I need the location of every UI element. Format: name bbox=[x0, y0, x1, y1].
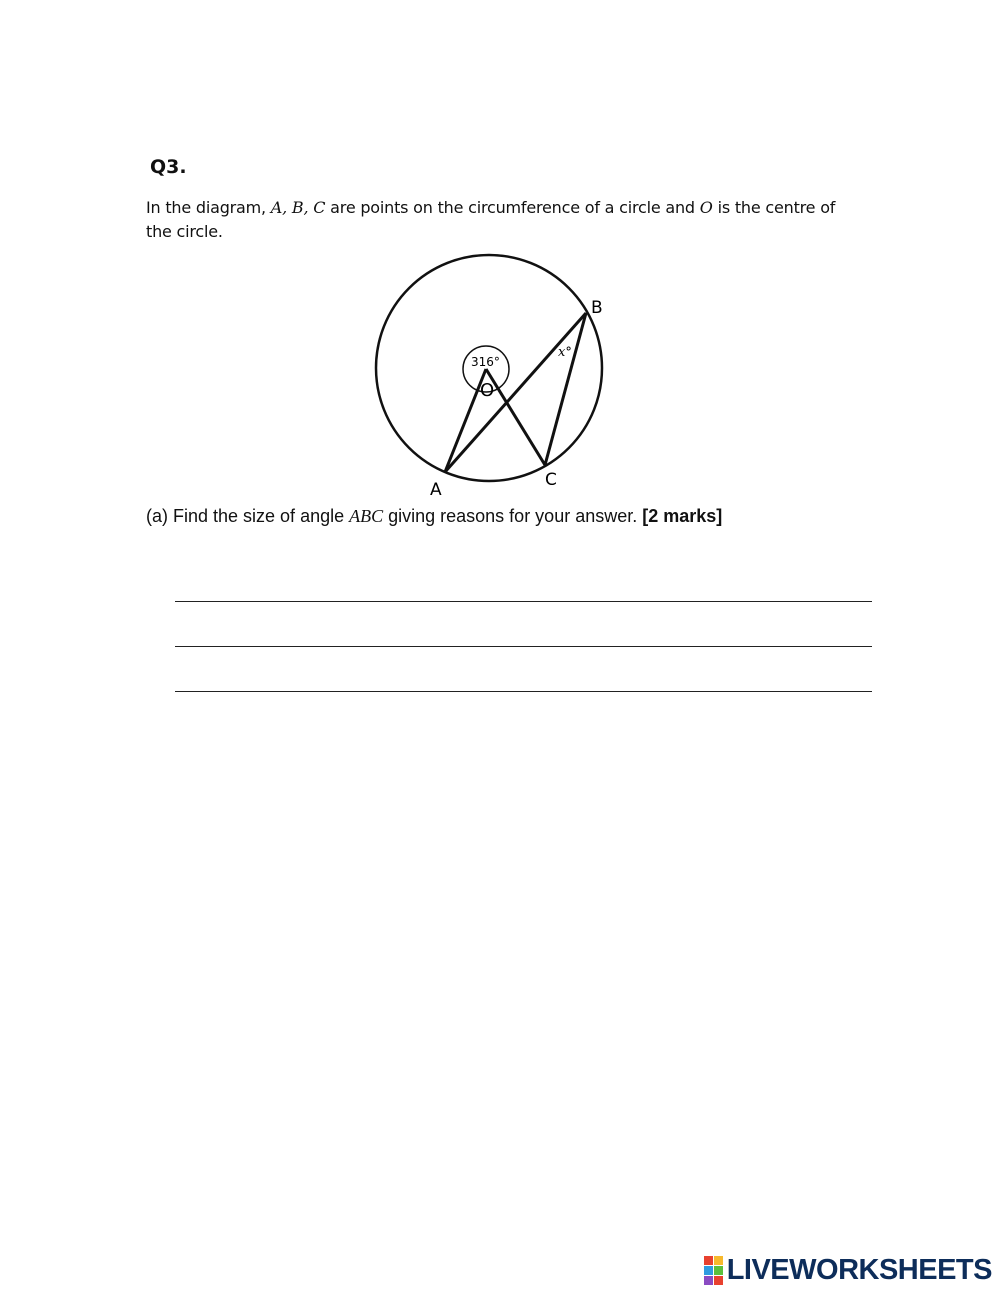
points-label: A, B, C bbox=[270, 198, 326, 217]
label-c: C bbox=[545, 470, 557, 490]
question-intro: In the diagram, A, B, C are points on the circumference of a circle and O is the centre of the circle. bbox=[146, 198, 836, 241]
marks-label: [2 marks] bbox=[642, 506, 723, 526]
circle-diagram bbox=[360, 248, 630, 503]
answer-line-2[interactable] bbox=[175, 646, 872, 647]
label-o: O bbox=[480, 380, 495, 401]
label-a: A bbox=[430, 480, 442, 500]
label-b: B bbox=[591, 298, 603, 318]
liveworksheets-logo-icon bbox=[704, 1256, 723, 1285]
reflex-angle-label: 316° bbox=[471, 355, 500, 369]
part-a-question: (a) Find the size of angle ABC giving reasons for your answer. [2 marks] bbox=[146, 506, 723, 526]
brand-name: LIVEWORKSHEETS bbox=[726, 1254, 992, 1286]
question-number: Q3. bbox=[150, 156, 187, 178]
angle-x-label: x° bbox=[558, 345, 572, 360]
answer-line-1[interactable] bbox=[175, 601, 872, 602]
angle-name: ABC bbox=[349, 506, 384, 526]
centre-label: O bbox=[699, 198, 713, 217]
liveworksheets-brand bbox=[704, 1254, 992, 1287]
answer-line-3[interactable] bbox=[175, 691, 872, 692]
